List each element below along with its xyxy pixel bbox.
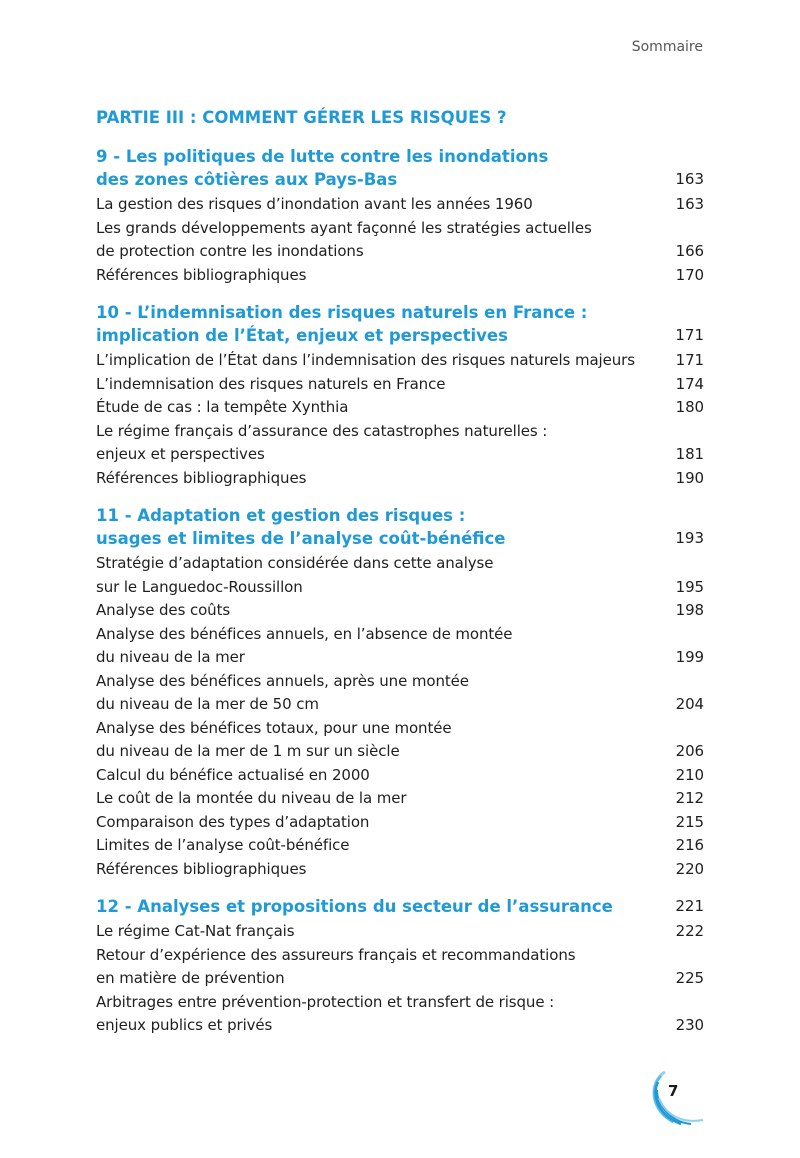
toc-entry-title-line: L’implication de l’État dans l’indemnisation des risques naturels majeurs [96,351,635,369]
chapter-title-line: 11 - Adaptation et gestion des risques : [96,506,466,525]
toc-entry[interactable] [96,670,704,717]
toc-entry-page-number: 220 [675,859,704,878]
chapter-page-number: 193 [675,529,704,547]
chapter-section [96,895,704,1038]
toc-entry[interactable] [96,193,704,217]
toc-entry-title-line: Références bibliographiques [96,468,307,487]
toc-entry-title-line: Comparaison des types d’adaptation [96,812,370,831]
toc-entry[interactable] [96,787,704,811]
chapter-section [96,145,704,287]
toc-entry-page-number: 230 [675,1016,704,1034]
toc-entry-title-line: Étude de cas : la tempête Xynthia [96,398,349,416]
part-title: PARTIE III : COMMENT GÉRER LES RISQUES ? [96,108,507,127]
chapter-title-line: usages et limites de l’analyse coût-bénéfice [96,529,506,548]
toc-entry-page-number: 215 [675,812,704,831]
toc-entry-page-number: 212 [675,789,704,807]
page-number: 7 [668,1082,679,1100]
toc-entry-title-line: enjeux et perspectives [96,445,265,463]
toc-entry-page-number: 210 [675,765,704,784]
chapter-title-line: 10 - L’indemnisation des risques naturels en France : [96,303,588,322]
toc-entry-page-number: 198 [675,601,704,619]
chapter-title-line: 9 - Les politiques de lutte contre les inondations [96,147,549,166]
table-of-contents [96,107,704,1052]
toc-entry[interactable] [96,349,704,373]
toc-entry[interactable] [96,420,704,467]
toc-entry-page-number: 180 [675,398,704,416]
chapter-title-line: des zones côtières aux Pays-Bas [96,170,398,189]
chapter-page-number: 171 [675,326,704,344]
toc-entry-title-line: Références bibliographiques [96,265,307,284]
chapter-heading[interactable] [96,895,704,918]
toc-entry-page-number: 190 [675,468,704,487]
chapter-section [96,504,704,881]
toc-entry-title-line: Arbitrages entre prévention-protection et transfert de risque : [96,992,555,1011]
chapter-section [96,301,704,490]
toc-entry-page-number: 166 [675,242,704,260]
toc-entry-title-line: Le coût de la montée du niveau de la mer [96,789,407,807]
toc-entry[interactable] [96,920,704,944]
toc-entry[interactable] [96,217,704,264]
toc-entry-title-line: du niveau de la mer de 50 cm [96,695,319,713]
toc-entry-page-number: 171 [675,351,704,369]
chapter-title-line: 12 - Analyses et propositions du secteur de l’assurance [96,897,613,916]
toc-entry-title-line: Le régime Cat-Nat français [96,922,295,940]
toc-entry-page-number: 225 [675,969,704,987]
chapter-page-number: 221 [675,897,704,915]
toc-entry-page-number: 204 [675,695,704,713]
toc-entry[interactable] [96,717,704,764]
toc-entry-title-line: sur le Languedoc-Roussillon [96,577,303,596]
toc-entry[interactable] [96,991,704,1038]
toc-entry-page-number: 216 [675,836,704,854]
toc-entry[interactable] [96,552,704,599]
toc-entry-title-line: Analyse des coûts [96,601,231,619]
chapter-title-line: implication de l’État, enjeux et perspectives [96,326,508,345]
toc-entry[interactable] [96,599,704,623]
toc-entry-title-line: Les grands développements ayant façonné les stratégies actuelles [96,218,592,237]
toc-entry-title-line: Analyse des bénéfices annuels, en l’absence de montée [96,624,513,643]
toc-entry-title-line: Limites de l’analyse coût-bénéfice [96,836,350,854]
toc-entry-title-line: de protection contre les inondations [96,242,364,260]
toc-entry-title-line: du niveau de la mer de 1 m sur un siècle [96,742,400,760]
toc-entry[interactable] [96,264,704,288]
toc-entry-page-number: 206 [675,742,704,760]
toc-entry[interactable] [96,373,704,397]
toc-entry-page-number: 199 [675,648,704,666]
toc-entry-title-line: enjeux publics et privés [96,1016,273,1034]
toc-entry[interactable] [96,944,704,991]
toc-entry[interactable] [96,834,704,858]
chapter-heading[interactable] [96,504,704,550]
toc-entry-page-number: 181 [675,445,704,463]
chapter-page-number: 163 [675,170,704,188]
chapter-heading[interactable] [96,145,704,191]
toc-entry-title-line: L’indemnisation des risques naturels en France [96,374,446,393]
toc-entry-page-number: 163 [675,195,704,213]
chapter-list [96,145,704,1038]
toc-entry-title-line: du niveau de la mer [96,648,245,666]
toc-entry[interactable] [96,858,704,882]
toc-entry-title-line: Analyse des bénéfices totaux, pour une montée [96,718,452,737]
toc-entry[interactable] [96,623,704,670]
toc-entry-title-line: Analyse des bénéfices annuels, après une montée [96,671,469,690]
toc-entry[interactable] [96,811,704,835]
toc-entry[interactable] [96,764,704,788]
toc-entry-page-number: 170 [675,265,704,284]
toc-entry-title-line: en matière de prévention [96,969,285,987]
toc-entry-title-line: Retour d’expérience des assureurs français et recommandations [96,945,576,964]
toc-entry-page-number: 174 [675,374,704,393]
toc-entry-title-line: Stratégie d’adaptation considérée dans cette analyse [96,554,494,572]
toc-entry-title-line: Calcul du bénéfice actualisé en 2000 [96,765,370,784]
toc-entry[interactable] [96,467,704,491]
toc-entry[interactable] [96,396,704,420]
running-head: Sommaire [631,39,703,55]
toc-entry-title-line: La gestion des risques d’inondation avant les années 1960 [96,195,533,213]
toc-entry-title-line: Références bibliographiques [96,859,307,878]
toc-entry-title-line: Le régime français d’assurance des catastrophes naturelles : [96,421,548,440]
toc-entry-page-number: 195 [675,577,704,596]
toc-entry-page-number: 222 [675,922,704,940]
chapter-heading[interactable] [96,301,704,347]
